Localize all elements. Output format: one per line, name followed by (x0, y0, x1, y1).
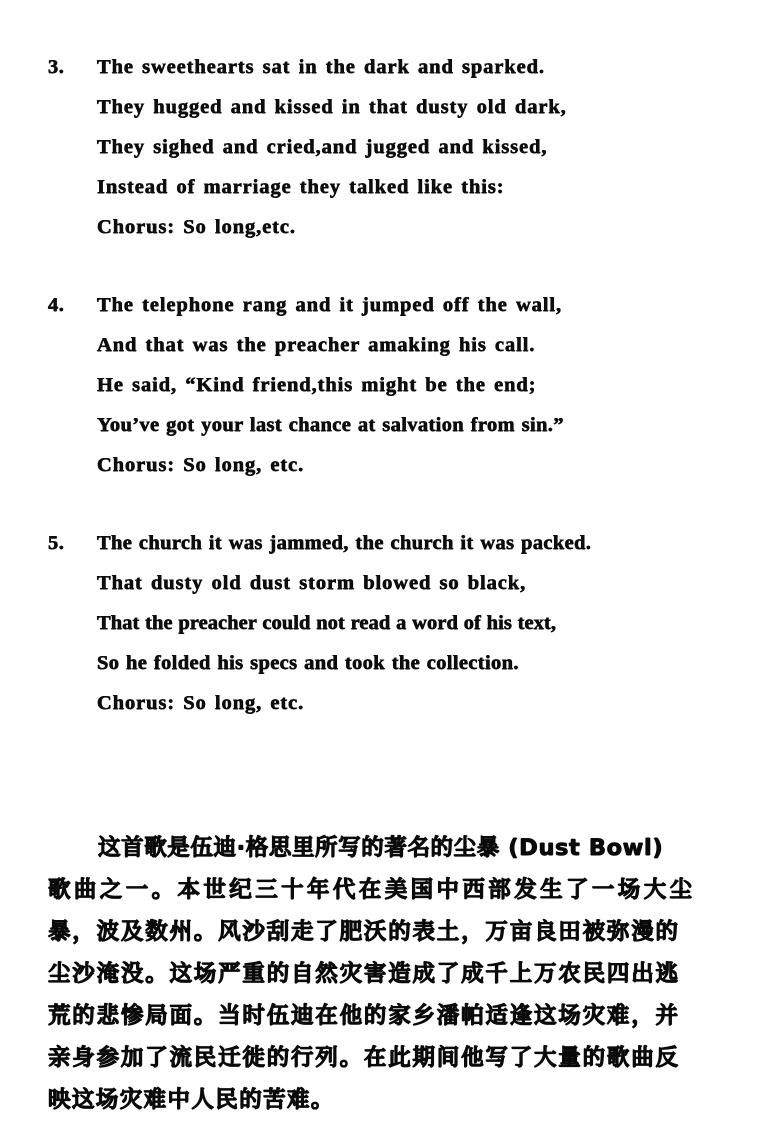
verse-lines (97, 523, 772, 723)
commentary-line-clipped: 映这场灾难中人民的苦难。 (48, 1087, 335, 1113)
verse-line: So he folded his specs and took the collection. (97, 652, 519, 674)
commentary-line: 暴，波及数州。风沙刮走了肥沃的表土，万亩良田被弥漫的 (48, 919, 680, 945)
verse-chorus-line: Chorus: So long, etc. (97, 692, 305, 714)
commentary-line: 荒的悲惨局面。当时伍迪在他的家乡潘帕适逢这场灾难，并 (48, 1003, 680, 1029)
verse-line: The church it was jammed, the church it was packed. (97, 532, 592, 554)
verse-chorus-line: Chorus: So long, etc. (97, 454, 305, 476)
verse-line: They sighed and cried,and jugged and kissed, (97, 136, 548, 158)
verse-list (0, 47, 772, 761)
commentary-line: 尘沙淹没。这场严重的自然灾害造成了成千上万农民四出逃 (48, 961, 680, 987)
verse-chorus-line: Chorus: So long,etc. (97, 216, 296, 238)
commentary-line: 亲身参加了流民迁徙的行列。在此期间他写了大量的歌曲反 (48, 1045, 680, 1071)
verse-number: 5. (48, 532, 65, 554)
verse-line: That dusty old dust storm blowed so black, (97, 572, 527, 594)
commentary-line: 这首歌是伍迪·格思里所写的著名的尘暴 (Dust Bowl) (98, 835, 664, 861)
verse-line: Instead of marriage they talked like this: (97, 176, 505, 198)
verse-line: That the preacher could not read a word of his text, (97, 612, 557, 634)
verse-lines (97, 285, 772, 485)
commentary-line: 歌曲之一。本世纪三十年代在美国中西部发生了一场大尘 (48, 877, 696, 903)
verse-line: The telephone rang and it jumped off the wall, (97, 294, 563, 316)
verse-line: The sweethearts sat in the dark and sparked. (97, 56, 545, 78)
verse-number: 4. (48, 294, 65, 316)
verse-line: He said, “Kind friend,this might be the end; (97, 374, 537, 396)
verse-line: You’ve got your last chance at salvation from sin.” (97, 414, 564, 436)
verse-block (0, 285, 772, 485)
verse-number: 3. (48, 56, 65, 78)
verse-block (0, 523, 772, 723)
verse-line: And that was the preacher amaking his call. (97, 334, 536, 356)
verse-line: They hugged and kissed in that dusty old dark, (97, 96, 567, 118)
verse-block (0, 47, 772, 247)
commentary-paragraph (48, 827, 724, 1113)
verse-lines (97, 47, 772, 247)
